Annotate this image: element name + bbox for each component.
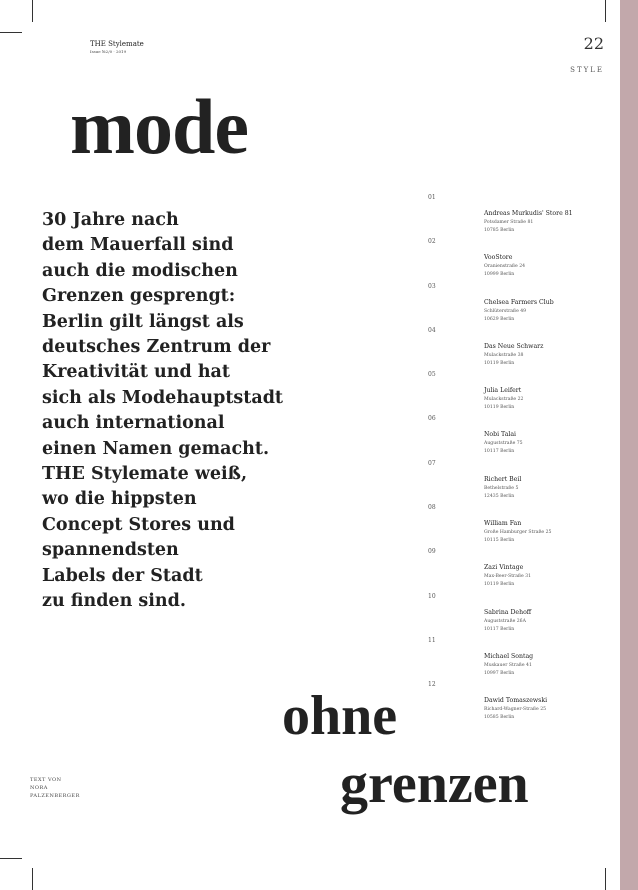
store-street: Auguststraße 75 [484, 441, 523, 447]
headline-ohne: ohne [282, 685, 398, 747]
credit-line: PALZENBERGER [30, 793, 80, 799]
store-number: 04 [428, 326, 436, 334]
credit-line: TEXT VON [30, 777, 62, 783]
store-number: 08 [428, 504, 436, 512]
store-number: 11 [428, 636, 436, 644]
intro-line: auch international [42, 413, 225, 434]
intro-line: sich als Modehauptstadt [42, 387, 284, 408]
store-street: Richard-Wagner-Straße 25 [484, 707, 547, 713]
intro-line: Labels der Stadt [42, 565, 203, 586]
store-city: 12435 Berlin [484, 493, 515, 499]
intro-line: einen Namen gemacht. [42, 438, 270, 459]
store-number: 01 [428, 194, 436, 201]
intro-line: spannendsten [42, 540, 179, 561]
intro-line: zu finden sind. [42, 591, 186, 612]
store-name: Zazi Vintage [484, 564, 524, 572]
store-street: Muskauer Straße 41 [484, 662, 532, 668]
store-city: 10119 Berlin [484, 405, 515, 411]
intro-line: THE Stylemate weiß, [42, 464, 248, 485]
store-street: Oranienstraße 24 [484, 264, 526, 270]
store-number: 06 [428, 415, 436, 423]
intro-line: Berlin gilt längst als [42, 311, 244, 332]
page-number: 22 [583, 34, 604, 53]
store-item [428, 194, 608, 238]
store-number: 02 [428, 238, 436, 246]
store-number: 07 [428, 459, 436, 467]
store-item [428, 371, 608, 415]
store-street: Mulackstraße 22 [484, 397, 524, 403]
author-credit [30, 776, 80, 800]
intro-line: Grenzen gesprengt: [42, 286, 236, 307]
store-city: 10585 Berlin [484, 715, 515, 721]
intro-line: 30 Jahre nach [42, 210, 179, 230]
store-name: Sabrina Dehoff [484, 608, 532, 616]
store-name: Nobi Talai [484, 431, 517, 439]
store-item [428, 593, 608, 637]
issue-label: Issue №2/0 · 2019 [90, 49, 127, 54]
store-street: Auguststraße 26A [484, 618, 526, 624]
store-number: 09 [428, 548, 436, 556]
crop-mark-bottom-right-v [605, 868, 606, 890]
store-street: Bethelstraße 5 [484, 485, 519, 491]
section-label: STYLE [570, 66, 604, 74]
store-name: Das Neue Schwarz [484, 342, 544, 350]
store-city: 10117 Berlin [484, 449, 515, 455]
intro-line: Concept Stores und [42, 514, 235, 535]
store-name: Chelsea Farmers Club [484, 298, 554, 306]
store-item [428, 681, 608, 725]
store-city: 10119 Berlin [484, 360, 515, 366]
credit-line: NORA [30, 785, 48, 791]
store-city: 10999 Berlin [484, 272, 515, 278]
store-item [428, 327, 608, 371]
store-street: Schlüterstraße 49 [484, 308, 527, 314]
store-name: Michael Sontag [484, 652, 534, 660]
crop-mark-top-right-v [605, 0, 606, 22]
store-street: Große Hamburger Straße 25 [484, 530, 552, 536]
headline-mode: mode [70, 83, 248, 170]
store-city: 10629 Berlin [484, 316, 515, 322]
store-city: 10997 Berlin [484, 670, 515, 676]
store-item [428, 283, 608, 327]
crop-mark-top-left-h [0, 32, 22, 33]
store-number: 05 [428, 371, 436, 379]
store-number: 12 [428, 681, 436, 689]
store-item [428, 415, 608, 459]
store-list [428, 194, 608, 726]
store-city: 10117 Berlin [484, 626, 515, 632]
intro-line: auch die modischen [42, 260, 238, 281]
intro-text [42, 208, 292, 615]
store-city: 10785 Berlin [484, 228, 515, 233]
intro-line: Kreativität und hat [42, 362, 230, 383]
crop-mark-bottom-left-h [0, 858, 22, 859]
headline-grenzen: grenzen [340, 753, 529, 815]
store-item [428, 548, 608, 592]
store-name: Richert Beil [484, 475, 522, 483]
store-item [428, 238, 608, 282]
store-street: Potsdamer Straße 81 [484, 220, 534, 225]
store-item [428, 460, 608, 504]
store-name: William Fan [484, 520, 522, 528]
store-item [428, 504, 608, 548]
store-city: 10119 Berlin [484, 582, 515, 588]
store-item [428, 637, 608, 681]
store-name: Dawid Tomaszewski [484, 697, 548, 705]
crop-mark-bottom-left-v [32, 868, 33, 890]
store-number: 10 [428, 592, 436, 600]
store-name: VooStore [484, 254, 513, 262]
intro-line: dem Mauerfall sind [42, 235, 234, 256]
store-name: Andreas Murkudis' Store 81 [484, 210, 573, 217]
intro-line: deutsches Zentrum der [42, 337, 271, 358]
store-street: Max-Beer-Straße 31 [484, 574, 532, 580]
store-number: 03 [428, 282, 436, 290]
crop-mark-top-left-v [32, 0, 33, 22]
store-street: Mulackstraße 38 [484, 352, 524, 358]
page-edge-strip [620, 0, 638, 890]
intro-line: wo die hippsten [42, 489, 197, 510]
store-city: 10115 Berlin [484, 538, 515, 544]
store-name: Julia Leifert [484, 387, 522, 395]
magazine-title: THE Stylemate [90, 40, 144, 48]
